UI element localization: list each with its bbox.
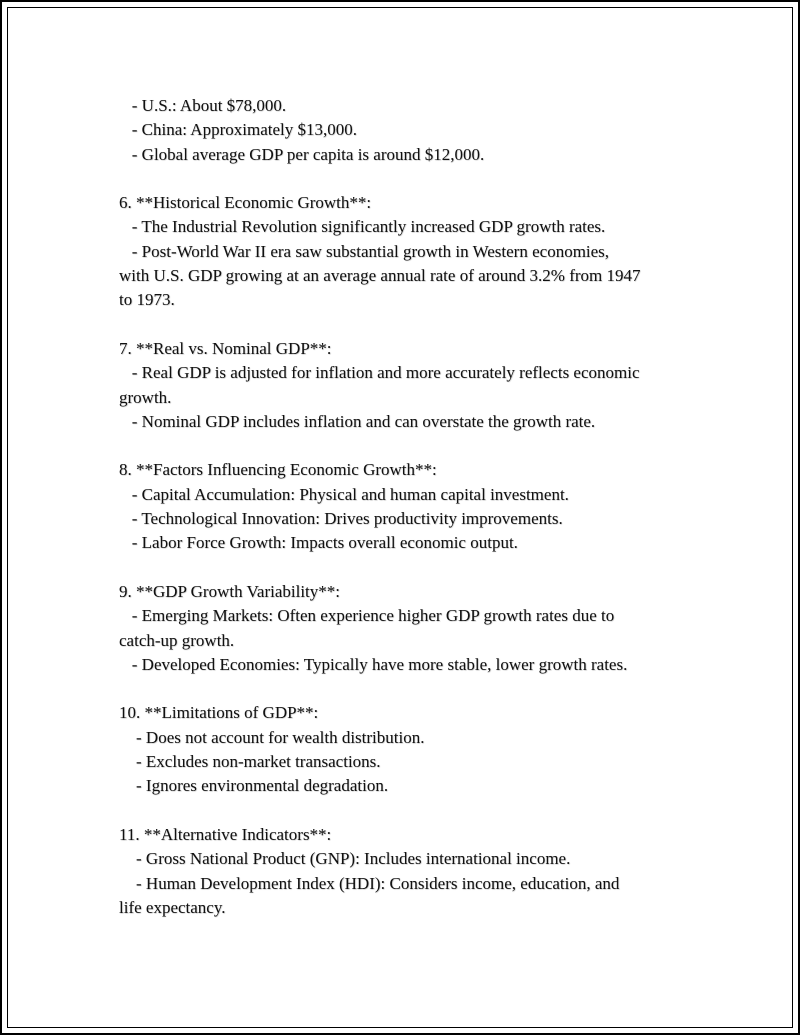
paragraph-gap (119, 556, 699, 580)
paragraph-gap (119, 434, 699, 458)
text-block (119, 823, 699, 920)
text-line: - Excludes non-market transactions. (119, 752, 381, 772)
paragraph-gap (119, 799, 699, 823)
text-line: - Post-World War II era saw substantial growth in Western economies, (119, 241, 610, 261)
text-line: - Ignores environmental degradation. (119, 776, 389, 796)
text-block (119, 191, 699, 312)
text-line: to 1973. (119, 290, 175, 310)
text-line: 6. **Historical Economic Growth**: (119, 193, 372, 213)
text-line: - U.S.: About $78,000. (119, 96, 287, 115)
text-line: - Global average GDP per capita is around $12,000. (119, 144, 485, 164)
text-block (119, 337, 699, 434)
document-text (119, 94, 699, 920)
text-line: - Technological Innovation: Drives productivity improvements. (119, 509, 563, 529)
paragraph-gap (119, 313, 699, 337)
text-line: - Developed Economies: Typically have more stable, lower growth rates. (119, 654, 628, 674)
text-line: - Nominal GDP includes inflation and can overstate the growth rate. (119, 411, 596, 431)
paragraph-gap (119, 167, 699, 191)
text-block (119, 94, 699, 167)
text-block (119, 701, 699, 798)
text-line: 11. **Alternative Indicators**: (119, 824, 332, 844)
text-line: 10. **Limitations of GDP**: (119, 703, 319, 723)
text-line: 8. **Factors Influencing Economic Growth**: (119, 460, 437, 480)
text-line: catch-up growth. (119, 630, 235, 650)
paragraph-gap (119, 677, 699, 701)
text-line: - Human Development Index (HDI): Considers income, education, and (119, 873, 620, 893)
text-line: - Labor Force Growth: Impacts overall economic output. (119, 533, 518, 553)
text-line: 9. **GDP Growth Variability**: (119, 581, 340, 601)
text-block (119, 458, 699, 555)
text-line: - Capital Accumulation: Physical and human capital investment. (119, 484, 569, 504)
text-line: - Real GDP is adjusted for inflation and more accurately reflects economic (119, 363, 640, 383)
text-line: - Emerging Markets: Often experience higher GDP growth rates due to (119, 606, 615, 626)
text-line: with U.S. GDP growing at an average annual rate of around 3.2% from 1947 (119, 266, 641, 286)
text-line: - The Industrial Revolution significantly increased GDP growth rates. (119, 217, 606, 237)
text-line: - Gross National Product (GNP): Includes international income. (119, 849, 571, 869)
text-line: - Does not account for wealth distribution. (119, 727, 425, 747)
text-line: life expectancy. (119, 897, 226, 917)
text-line: - China: Approximately $13,000. (119, 120, 357, 140)
text-block (119, 580, 699, 677)
text-line: 7. **Real vs. Nominal GDP**: (119, 338, 332, 358)
text-line: growth. (119, 387, 172, 407)
